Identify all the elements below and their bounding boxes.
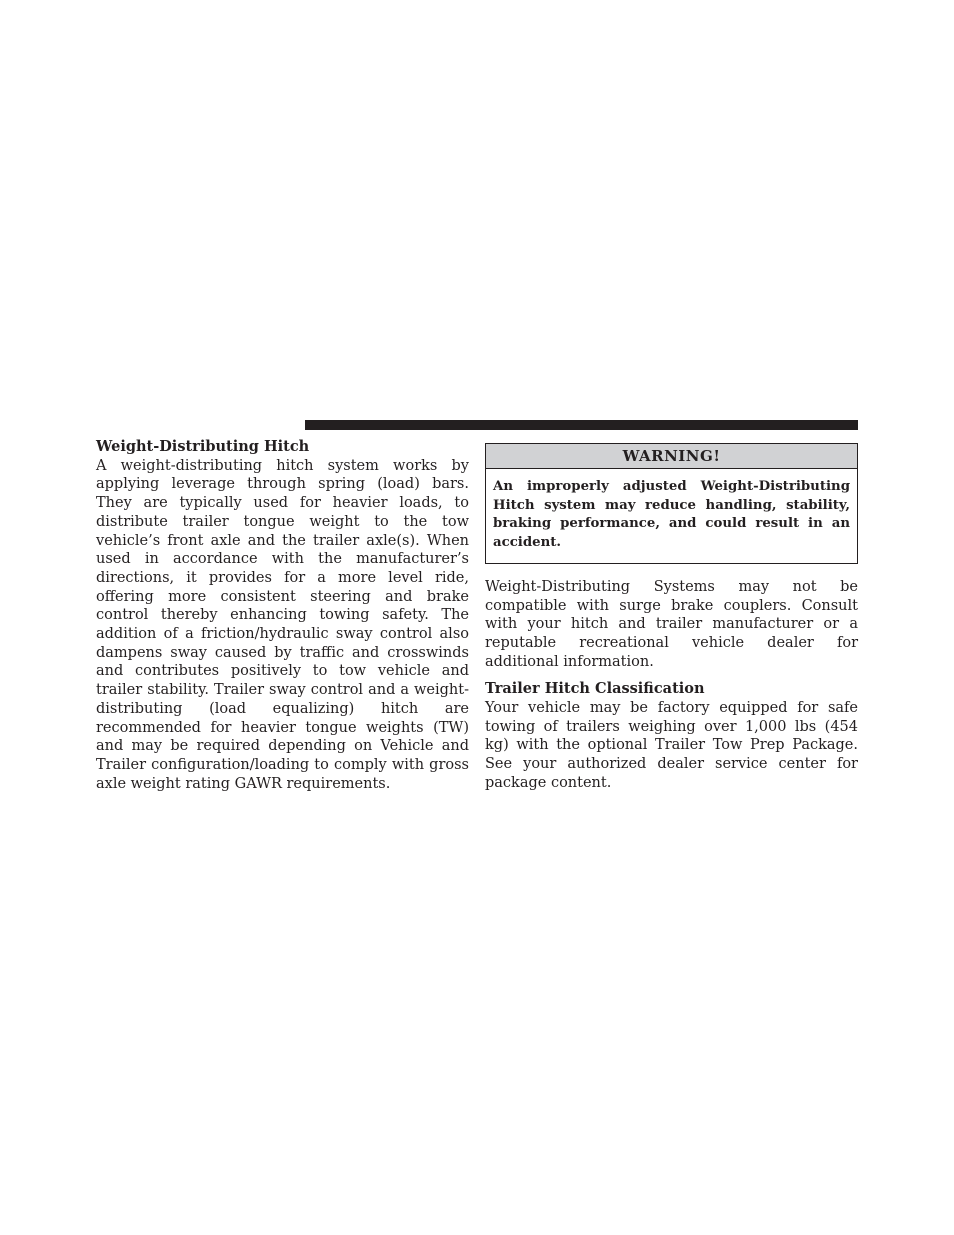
warning-text: An improperly adjusted Weight-Distributing Hitch system may reduce handling, stability, braking performance, and could result in an accident. — [493, 479, 850, 551]
warning-title: WARNING! — [486, 444, 857, 469]
warning-box — [485, 443, 858, 564]
weight-distributing-hitch-heading: Weight-Distributing Hitch — [96, 438, 310, 455]
left-column — [96, 438, 469, 793]
compatibility-paragraph: Weight-Distributing Systems may not be compatible with surge brake couplers. Consult with your hitch and trailer manufacturer or a reputable recreational vehicle dealer for additional information. — [485, 578, 858, 670]
weight-distributing-hitch-paragraph: A weight-distributing hitch system works by applying leverage through spring (load) bars. They are typically used for heavier loads, to distribute trailer tongue weight to the tow vehicle’s front axle and the trailer axle(s). When used in accordance with the manufacturer’s directions, it provides for a more level ride, offering more consistent steering and brake control thereby enhancing towing safety. The addition of a friction/hydraulic sway control also dampens sway caused by traffic and crosswinds and contributes positively to tow vehicle and trailer stability. Trailer sway control and a weight-distributing (load equalizing) hitch are recommended for heavier tongue weights (TW) and may be required depending on Vehicle and Trailer configuration/loading to comply with gross axle weight rating GAWR requirements. — [96, 457, 469, 792]
right-column — [485, 443, 858, 793]
section-divider-bar — [305, 420, 858, 430]
trailer-hitch-classification-heading: Trailer Hitch Classification — [485, 680, 705, 698]
trailer-hitch-classification-paragraph: Your vehicle may be factory equipped for safe towing of trailers weighing over 1,000 lbs (454 kg) with the optional Trailer Tow Prep Package. See your authorized dealer service center for package content. — [485, 700, 858, 791]
